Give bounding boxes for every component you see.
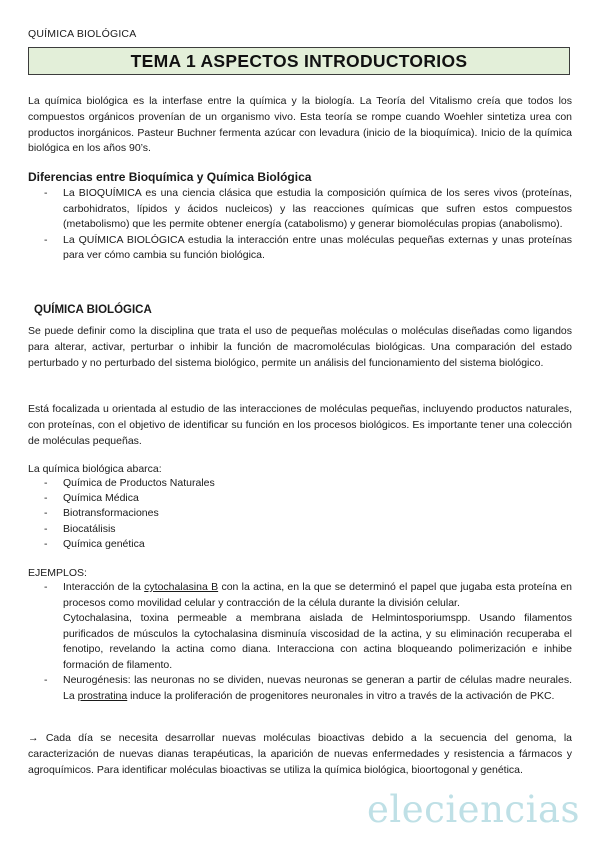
section-heading: QUÍMICA BIOLÓGICA [34, 304, 152, 316]
examples-label: EJEMPLOS: [28, 567, 87, 579]
example-text-post: induce la proliferación de progenitores neuronales in vitro a través de la activación de PKC. [127, 689, 555, 702]
example-continuation: Cytochalasina, toxina permeable a membrana aislada de Helmintosporiumspp. Usando filamentos purificados de músculos la cytochalasina disminuía viscosidad de la actina, y su eliminación recuperaba el fenotipo, revelando la actina como diana. Interacciona con actina bloqueando polimerización e inhibe formación de filamento. [63, 612, 572, 671]
title-box [28, 47, 570, 75]
page-title: TEMA 1 ASPECTOS INTRODUCTORIOS [130, 50, 468, 71]
list-bullet: - [44, 537, 48, 550]
watermark-logo: eleciencias [366, 788, 580, 831]
conclusion-paragraph: → Cada día se necesita desarrollar nuevas moléculas bioactivas debido a la secuencia del genoma, la caracterización de nuevas dianas terapéuticas, la aparición de nuevas enfermedades y resistencia a fármacos y agroquímicos. Para identificar moléculas bioactivas se utiliza la química biológica, bioortogonal y genética. [28, 732, 572, 776]
list-item [44, 522, 544, 537]
example-text-post: con la actina, en la que se determinó el papel que jugaba esta proteína en procesos como movilidad celular y contracción de la célula durante la división celular. [63, 581, 573, 609]
list-item-text: La BIOQUÍMICA es una ciencia clásica que estudia la composición química de los seres vivos (proteínas, carbohidratos, lípidos y ácidos nucleicos) y las reacciones químicas que sufren estos compuestos (metabolismo) que les permite obtener energía (catabolismo) y generar biomoléculas propias (anabolismo). [63, 187, 572, 230]
list-item [44, 186, 572, 233]
list-item-text: Biotransformaciones [63, 507, 159, 520]
list-item-text: Biocatálisis [63, 522, 116, 535]
list-item [44, 506, 544, 521]
list-item-text: Química Médica [63, 492, 139, 505]
example-text-pre: Interacción de la [63, 581, 145, 593]
list-item-text: La QUÍMICA BIOLÓGICA estudia la interacción entre unas moléculas pequeñas externas y unas proteínas para ver cómo cambia su función biológica. [63, 233, 572, 261]
list-bullet: - [44, 674, 48, 686]
examples-list [44, 580, 572, 704]
list-bullet: - [44, 477, 48, 489]
list-bullet: - [44, 522, 48, 535]
list-item [44, 537, 544, 552]
cytochalasina-link[interactable]: cytochalasina B [144, 581, 219, 593]
list-item-text: Química de Productos Naturales [63, 477, 215, 489]
list-bullet: - [44, 187, 48, 199]
scope-intro: La química biológica abarca: [28, 463, 162, 475]
intro-paragraph: La química biológica es la interfase entre la química y la biología. La Teoría del Vitalismo creía que todos los compuestos orgánicos provenían de un organismo vivo. Esta teoría se rompe cuando Woehler sintetiza urea con productos inorgánicos. Pasteur Buchner fermenta azúcar con levadura (inicio de la bioquímica). Inicio de la química biológica en los años 90’s. [28, 95, 572, 155]
course-header: QUÍMICA BIOLÓGICA [28, 28, 137, 40]
list-bullet: - [44, 581, 48, 593]
list-bullet: - [44, 233, 48, 246]
definition-paragraph: Se puede definir como la disciplina que trata el uso de pequeñas moléculas o moléculas diseñadas como ligandos para alterar, activar, perturbar o inhibir la función de macromoléculas biológicas. Una comparación del estado perturbado y no perturbado del sistema biológico, permite un análisis del funcionamiento del sistema biológico. [28, 325, 572, 369]
list-bullet: - [44, 492, 48, 505]
list-item [44, 580, 572, 673]
list-item [44, 233, 572, 264]
list-item [44, 476, 544, 491]
example-text-pre: Neurogénesis: las neuronas no se dividen, nuevas neuronas se generan a partir de células madre neurales. La [63, 674, 572, 702]
focus-paragraph: Está focalizada u orientada al estudio de las interacciones de moléculas pequeñas, incluyendo productos naturales, con proteínas, con el objetivo de identificar su función en los procesos biológicos. Es importante tener una colección de moléculas pequeñas. [28, 403, 572, 447]
differences-list [44, 186, 572, 264]
list-item [44, 673, 572, 704]
differences-heading: Diferencias entre Bioquímica y Química Biológica [28, 170, 312, 184]
list-bullet: - [44, 507, 48, 520]
scope-list [44, 476, 544, 552]
list-item-text: Química genética [63, 537, 145, 550]
prostratina-link[interactable]: prostratina [77, 689, 128, 702]
list-item [44, 491, 544, 506]
